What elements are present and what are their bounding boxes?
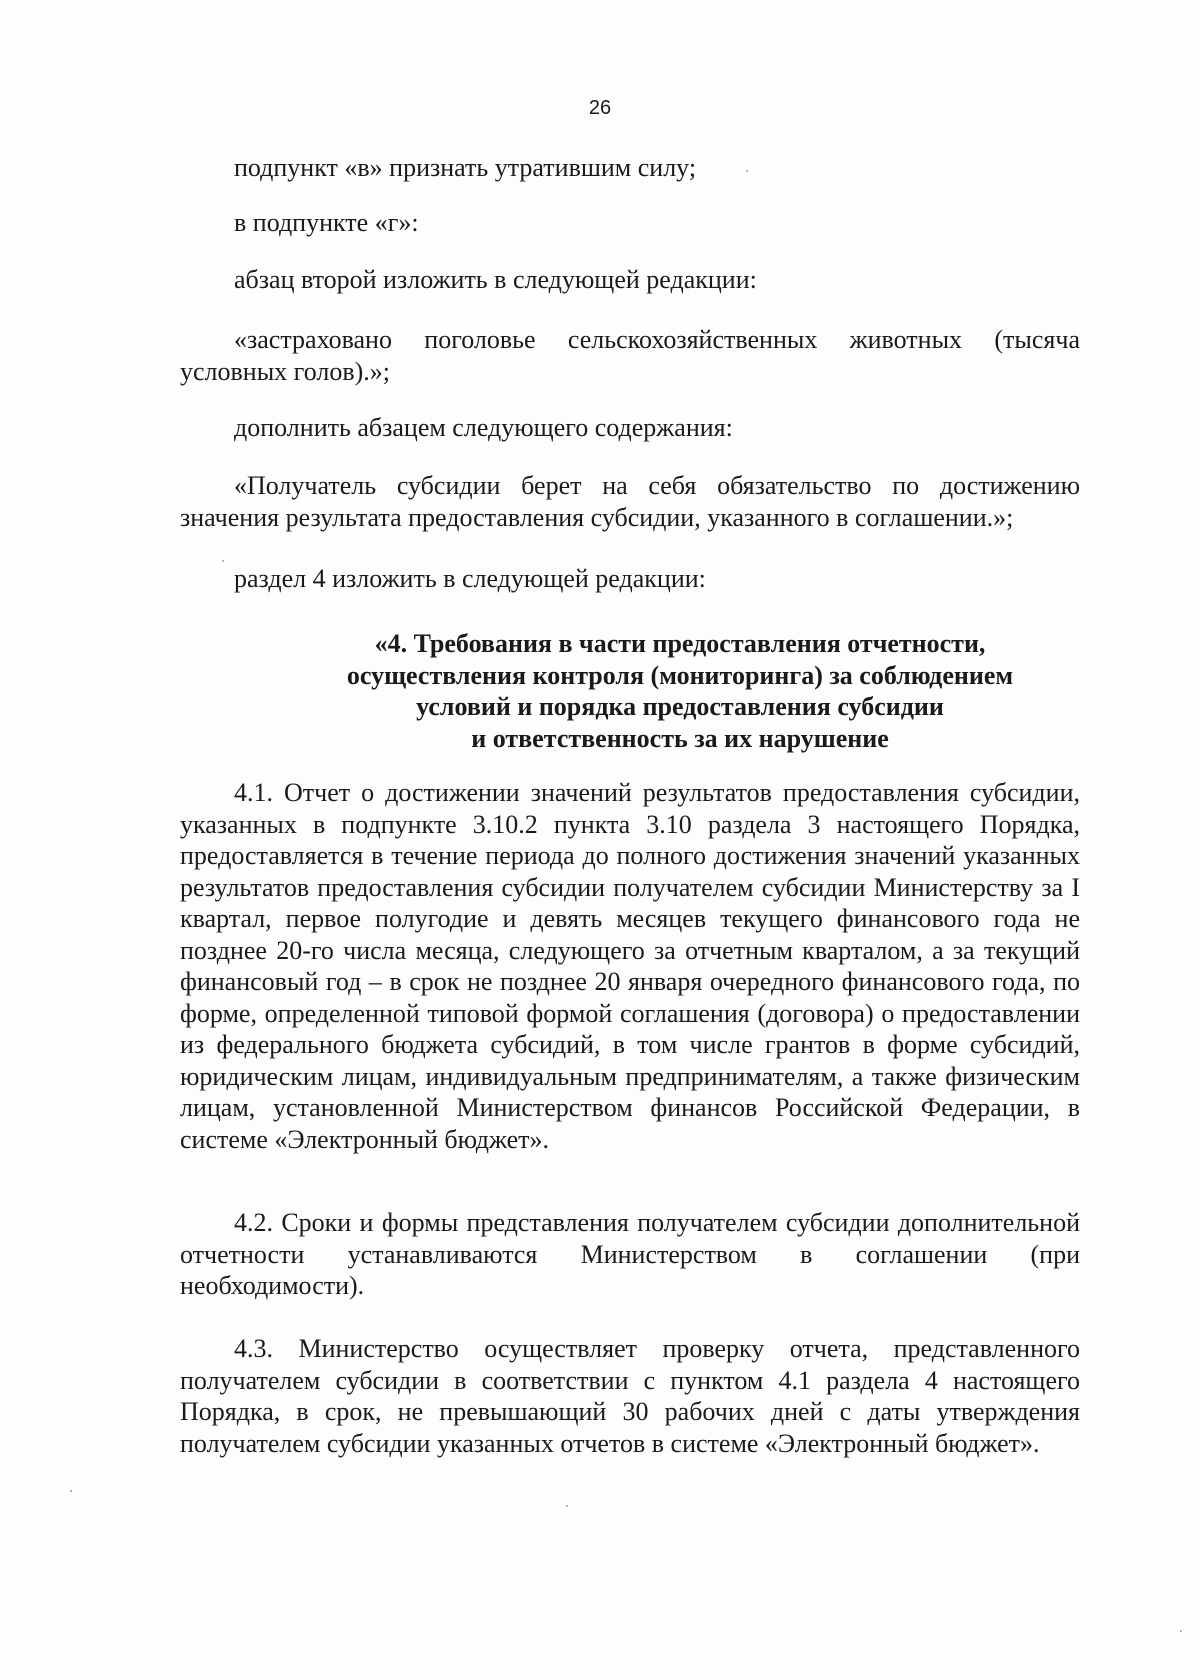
section-4-heading-line: и ответственность за их нарушение bbox=[471, 723, 889, 753]
section-4-heading-line: осуществления контроля (мониторинга) за соблюдением bbox=[346, 660, 1014, 690]
paragraph-second-paragraph-amend: абзац второй изложить в следующей редакции: bbox=[234, 265, 757, 294]
scan-speck bbox=[70, 1490, 72, 1492]
paragraph-section-4-amend: раздел 4 изложить в следующей редакции: bbox=[234, 564, 706, 593]
scan-speck bbox=[1180, 1630, 1182, 1632]
clause-4-3: 4.3. Министерство осуществляет проверку отчета, представленного получателем субсидии в соответствии с пунктом 4.1 раздела 4 настоящего Порядка, в срок, не превышающий 30 рабочих дней с даты утверждения получателем субсидии указанных отчетов в системе «Электронный бюджет». bbox=[180, 1334, 1080, 1458]
clause-4-2: 4.2. Сроки и формы представления получателем субсидии дополнительной отчетности устанавливаются Министерством в соглашении (при необходимости). bbox=[180, 1208, 1080, 1300]
paragraph-subitem-v-repealed: подпункт «в» признать утратившим силу; bbox=[234, 153, 697, 182]
scan-speck bbox=[566, 1505, 568, 1507]
page-number: 26 bbox=[588, 97, 612, 119]
scan-speck bbox=[746, 170, 748, 172]
scan-speck bbox=[222, 560, 224, 562]
clause-4-1: 4.1. Отчет о достижении значений результатов предоставления субсидии, указанных в подпункте 3.10.2 пункта 3.10 раздела 3 настоящего Порядка, предоставляется в течение периода до полного достижения значений указанных результатов предоставления субсидии получателем субсидии Министерству за I квартал, первое полугодие и девять месяцев текущего финансового года не позднее 20-го числа месяца, следующего за отчетным кварталом, а за текущий финансовый год – в срок не позднее 20 января очередного финансового года, по форме, определенной типовой формой соглашения (договора) о предоставлении из федерального бюджета субсидий, в том числе грантов в форме субсидий, юридическим лицам, индивидуальным предпринимателям, а также физическим лицам, установленной Министерством финансов Российской Федерации, в системе «Электронный бюджет». bbox=[180, 778, 1080, 1154]
section-4-heading-line: «4. Требования в части предоставления отчетности, bbox=[374, 629, 986, 658]
section-4-heading-line: условий и порядка предоставления субсидии bbox=[416, 692, 944, 721]
paragraph-recipient-obligation: «Получатель субсидии берет на себя обязательство по достижению значения результата предоставления субсидии, указанного в соглашении.»; bbox=[180, 471, 1080, 532]
paragraph-in-subitem-g: в подпункте «г»: bbox=[234, 208, 419, 237]
paragraph-add-paragraph: дополнить абзацем следующего содержания: bbox=[234, 413, 733, 442]
paragraph-insured-livestock: «застраховано поголовье сельскохозяйственных животных (тысяча условных голов).»; bbox=[180, 325, 1080, 386]
section-4-heading bbox=[250, 628, 1110, 754]
